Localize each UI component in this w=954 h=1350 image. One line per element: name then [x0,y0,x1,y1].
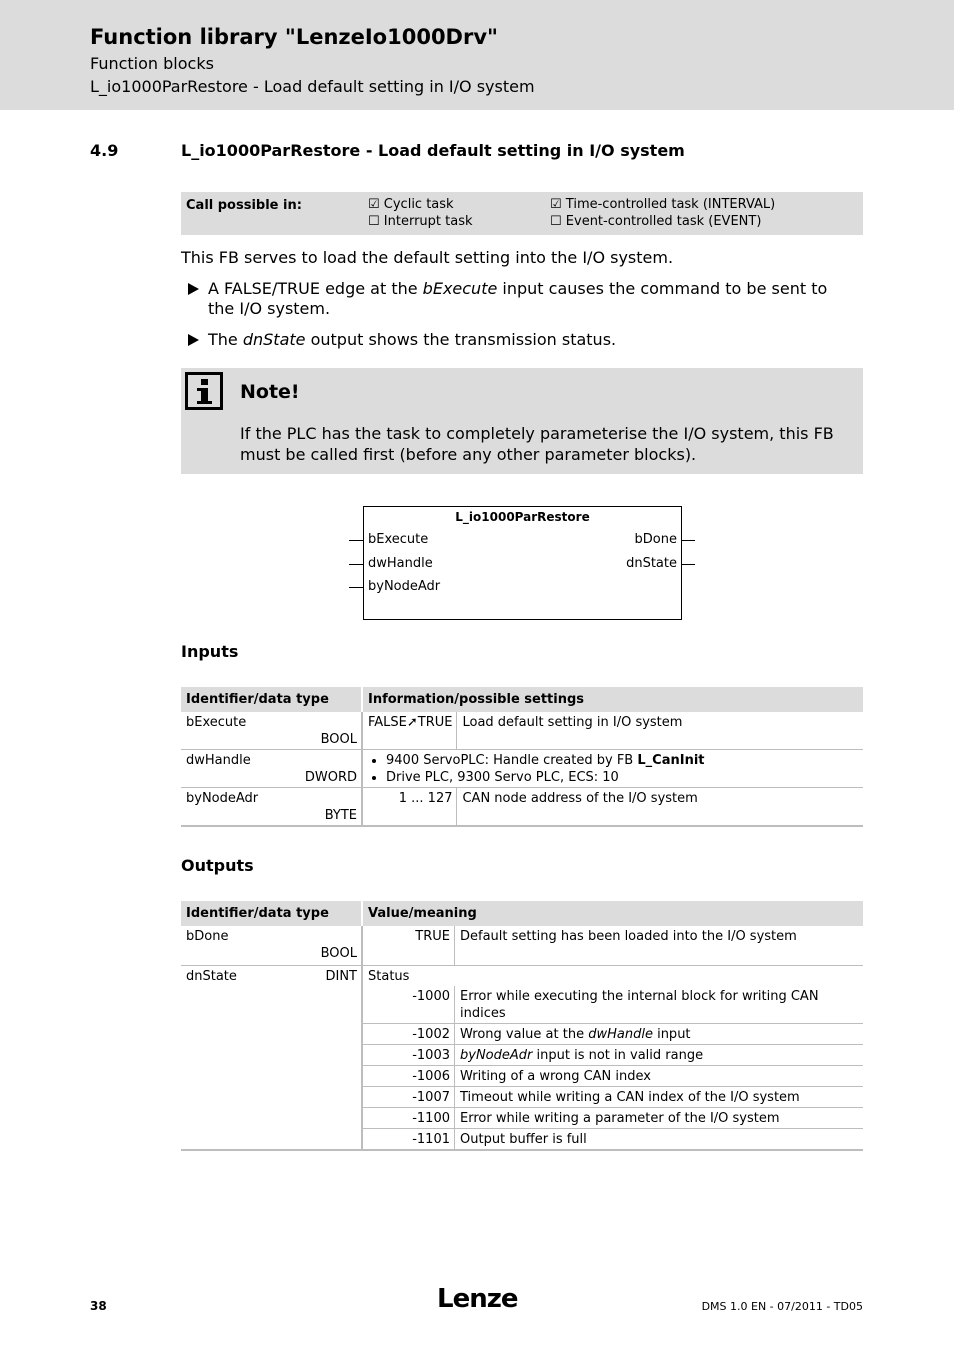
info-cell: CAN node address of the I/O system [457,788,863,827]
column-header: Information/possible settings [362,687,863,712]
column-header: Identifier/data type [181,901,362,926]
fb-pin-line [681,540,695,541]
status-label: Status [368,969,410,984]
value-cell: -1101 [362,1129,455,1151]
page-header [0,0,954,110]
info-icon [185,372,223,410]
table-row [181,966,863,987]
list-item-bold: L_CanInit [637,753,705,768]
lenze-logo: Lenze [437,1284,518,1314]
call-possible-label: Call possible in: [186,198,302,213]
fb-pin-line [349,587,363,588]
value-cell: -1002 [362,1024,455,1045]
info-cell [455,1024,864,1045]
identifier-cell [181,966,362,1151]
value-cell: FALSE➚TRUE [362,712,457,750]
inputs-heading: Inputs [181,642,239,661]
info-cell [362,750,863,788]
info-cell: Error while executing the internal block for writing CAN indices [455,986,864,1024]
fb-pin-line [681,564,695,565]
identifier: byNodeAdr [186,791,259,806]
time-task-option: ☑ Time-controlled task (INTERVAL) [550,197,776,212]
identifier: dnState [186,969,237,984]
info-text: input is not in valid range [532,1048,704,1063]
bullet-text: A FALSE/TRUE edge at the [208,279,423,298]
outputs-table [181,901,863,1151]
note-box [181,368,863,474]
value-cell: -1000 [362,986,455,1024]
identifier-cell [181,926,362,966]
table-header-row [181,901,863,926]
section-title: L_io1000ParRestore - Load default setting in I/O system [181,141,685,160]
value-cell: TRUE [362,926,455,966]
column-header: Value/meaning [362,901,863,926]
call-possible-box [181,192,863,235]
info-text: input [652,1027,691,1042]
function-block-diagram [363,506,682,620]
header-subtitle-2: L_io1000ParRestore - Load default setting in I/O system [90,77,535,96]
info-text: Wrong value at the [460,1027,589,1042]
bullet-bexecute [208,279,858,319]
identifier: dwHandle [186,753,251,768]
data-type: DINT [325,969,357,984]
info-list [368,752,859,786]
bullet-text: input causes the command to be sent to the I/O system. [208,279,828,318]
fb-output-dnstate: dnState [626,556,677,571]
page-title: Function library "LenzeIo1000Drv" [90,25,498,49]
identifier-cell [181,712,362,750]
list-item: • Drive PLC, 9300 Servo PLC, ECS: 10 [386,769,859,786]
identifier-cell [181,750,362,788]
table-row [181,750,863,788]
fb-input-dwhandle: dwHandle [368,556,433,571]
table-row [181,712,863,750]
info-cell: Load default setting in I/O system [457,712,863,750]
table-row [181,926,863,966]
list-item-text: 9400 ServoPLC: Handle created by FB [386,753,638,768]
info-cell: Timeout while writing a CAN index of the I/O system [455,1087,864,1108]
fb-name: L_io1000ParRestore [455,510,590,524]
identifier: bDone [186,929,229,944]
fb-pin-line [349,540,363,541]
info-cell: Default setting has been loaded into the I/O system [455,926,864,966]
fb-pin-line [349,564,363,565]
note-title: Note! [240,381,300,403]
info-cell: Error while writing a parameter of the I/O system [455,1108,864,1129]
bullet-triangle-icon [188,283,199,295]
value-cell: -1100 [362,1108,455,1129]
section-number: 4.9 [90,141,119,160]
table-header-row [181,687,863,712]
note-text: If the PLC has the task to completely parameterise the I/O system, this FB must be called first (before any other parameter blocks). [240,424,834,464]
cyclic-task-option: ☑ Cyclic task [368,197,454,212]
value-cell: -1003 [362,1045,455,1066]
info-cell [455,1045,864,1066]
table-row [181,788,863,827]
inputs-table [181,687,863,827]
intro-text: This FB serves to load the default setting into the I/O system. [181,248,674,267]
page-number: 38 [90,1299,107,1313]
document-id: DMS 1.0 EN - 07/2011 - TD05 [701,1300,863,1313]
info-emphasis: byNodeAdr [460,1048,533,1063]
bullet-dnstate [208,330,858,350]
fb-output-bdone: bDone [634,532,677,547]
header-subtitle-1: Function blocks [90,54,214,73]
bullet-emphasis: dnState [242,330,306,349]
data-type: BYTE [324,808,357,823]
fb-input-bexecute: bExecute [368,532,429,547]
event-task-option: ☐ Event-controlled task (EVENT) [550,214,762,229]
bullet-text: The [208,330,243,349]
data-type: DWORD [304,770,357,785]
outputs-heading: Outputs [181,856,254,875]
data-type: BOOL [320,946,357,961]
info-cell: Writing of a wrong CAN index [455,1066,864,1087]
interrupt-task-option: ☐ Interrupt task [368,214,473,229]
fb-input-bynodeadr: byNodeAdr [368,579,441,594]
data-type: BOOL [320,732,357,747]
info-cell: Output buffer is full [455,1129,864,1151]
identifier-cell [181,788,362,827]
bullet-emphasis: bExecute [422,279,498,298]
value-cell: -1006 [362,1066,455,1087]
value-cell: 1 ... 127 [362,788,457,827]
bullet-text: output shows the transmission status. [305,330,617,349]
list-item [386,752,859,769]
value-cell: -1007 [362,1087,455,1108]
bullet-triangle-icon [188,334,199,346]
identifier: bExecute [186,715,247,730]
column-header: Identifier/data type [181,687,362,712]
info-emphasis: dwHandle [588,1027,653,1042]
